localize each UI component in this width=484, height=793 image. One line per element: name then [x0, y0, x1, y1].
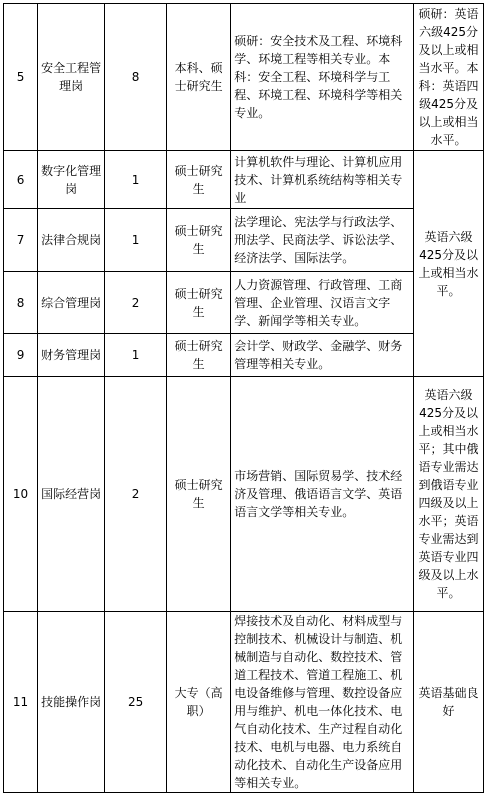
row-number: 6	[4, 151, 38, 209]
major-requirement: 法学理论、宪法学与行政法学、刑法学、民商法学、诉讼法学、经济法学、国际法学。	[231, 209, 414, 272]
major-requirement: 焊接技术及自动化、材料成型与控制技术、机械设计与制造、机械制造与自动化、数控技术、管道工程技术、管道工程施工、机电设备维修与管理、数控设备应用与维护、机电一体化技术、电气自动化技术、生产过程自动化技术、电机与电器、电力系统自动化技术、自动化生产设备应用等相关专业。	[231, 612, 414, 793]
english-requirement: 硕研：英语六级425分及以上或相当水平。本科：英语四级425分及以上或相当水平。	[414, 4, 484, 151]
post-name: 数字化管理岗	[38, 151, 105, 209]
row-number: 9	[4, 334, 38, 377]
row-number: 11	[4, 612, 38, 793]
recruitment-table	[3, 3, 484, 793]
post-name: 技能操作岗	[38, 612, 105, 793]
major-requirement: 人力资源管理、行政管理、工商管理、企业管理、汉语言文字学、新闻学等相关专业。	[231, 272, 414, 334]
post-name: 财务管理岗	[38, 334, 105, 377]
table-row	[4, 209, 484, 272]
education-requirement: 硕士研究生	[166, 151, 230, 209]
post-name: 国际经营岗	[38, 377, 105, 612]
headcount: 2	[105, 377, 167, 612]
post-name: 综合管理岗	[38, 272, 105, 334]
headcount: 2	[105, 272, 167, 334]
table-row	[4, 334, 484, 377]
table-row	[4, 4, 484, 151]
major-requirement: 会计学、财政学、金融学、财务管理等相关专业。	[231, 334, 414, 377]
education-requirement: 硕士研究生	[166, 334, 230, 377]
post-name: 法律合规岗	[38, 209, 105, 272]
education-requirement: 硕士研究生	[166, 209, 230, 272]
headcount: 1	[105, 209, 167, 272]
major-requirement: 市场营销、国际贸易学、技术经济及管理、俄语语言文学、英语语言文学等相关专业。	[231, 377, 414, 612]
table-row	[4, 377, 484, 612]
education-requirement: 硕士研究生	[166, 272, 230, 334]
education-requirement: 硕士研究生	[166, 377, 230, 612]
row-number: 8	[4, 272, 38, 334]
headcount: 1	[105, 334, 167, 377]
row-number: 5	[4, 4, 38, 151]
major-requirement: 硕研：安全技术及工程、环境科学、环境工程等相关专业。本科：安全工程、环境科学与工程、环境工程、环境科学等相关专业。	[231, 4, 414, 151]
table-row	[4, 612, 484, 793]
headcount: 25	[105, 612, 167, 793]
education-requirement: 本科、硕士研究生	[166, 4, 230, 151]
headcount: 1	[105, 151, 167, 209]
major-requirement: 计算机软件与理论、计算机应用技术、计算机系统结构等相关专业	[231, 151, 414, 209]
post-name: 安全工程管理岗	[38, 4, 105, 151]
table-row	[4, 272, 484, 334]
headcount: 8	[105, 4, 167, 151]
education-requirement: 大专（高职）	[166, 612, 230, 793]
row-number: 10	[4, 377, 38, 612]
english-requirement: 英语六级425分及以上或相当水平；其中俄语专业需达到俄语专业四级及以上水平；英语专业需达到英语专业四级及以上水平。	[414, 377, 484, 612]
row-number: 7	[4, 209, 38, 272]
english-requirement: 英语基础良好	[414, 612, 484, 793]
english-requirement-merged: 英语六级425分及以上或相当水平。	[414, 151, 484, 377]
table-row	[4, 151, 484, 209]
